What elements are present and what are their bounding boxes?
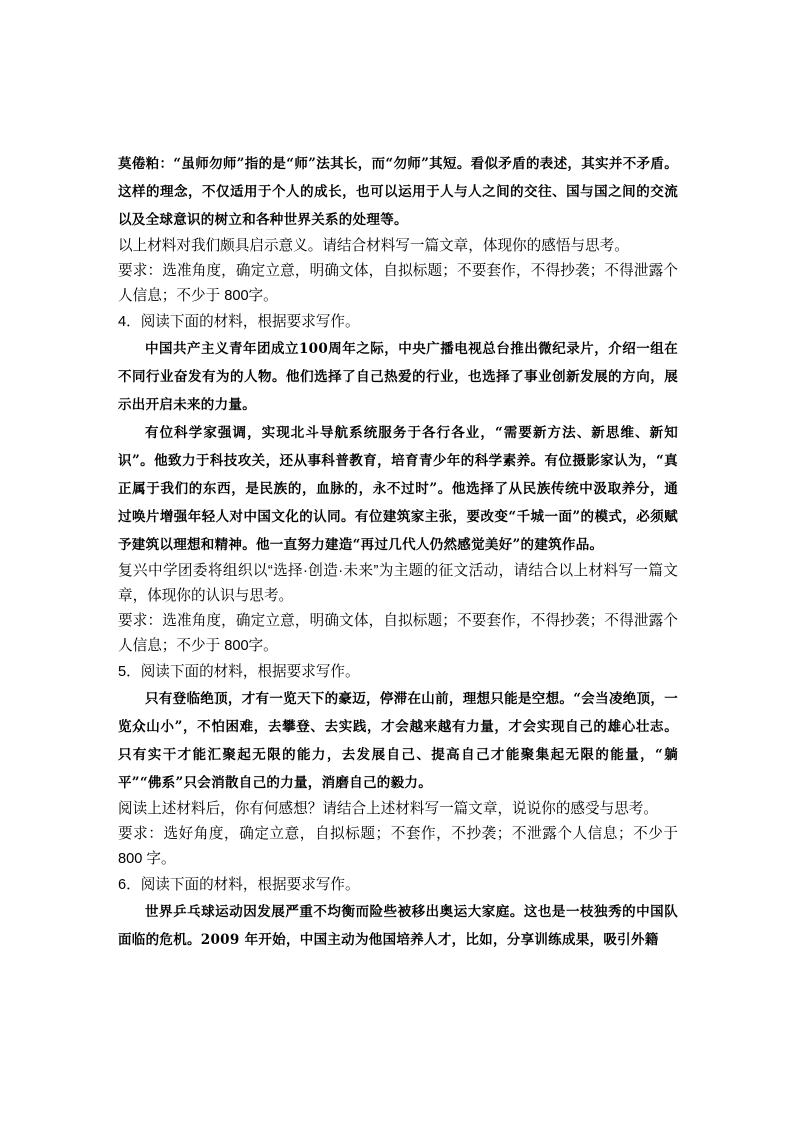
- question-5-title: 5．阅读下面的材料，根据要求写作。: [118, 664, 360, 680]
- question-6-title: 6．阅读下面的材料，根据要求写作。: [118, 877, 360, 893]
- question-4-requirements: 要求：选准角度，确定立意，明确文体，自拟标题；不要套作，不得抄袭；不得泄露个人信息；不少于 800字。: [118, 613, 678, 654]
- writing-prompt-3: 以上材料对我们颇具启示意义。请结合材料写一篇文章，体现你的感悟与思考。: [118, 238, 629, 254]
- question-6-material-1: 世界乒乓球运动因发展严重不均衡而险些被移出奥运大家庭。这也是一枝独秀的中国队面临的危机。2009 年开始，中国主动为他国培养人才，比如，分享训练成果，吸引外籍: [118, 904, 678, 948]
- material-quote-tail: 莫倦粕：“虽师勿师”指的是“师”法其长，而“勿师”其短。看似矛盾的表述，其实并不矛盾。这样的理念，不仅适用于个人的成长，也可以运用于人与人之间的交往、国与国之间的交流以及全球意识的树立和各种世界关系的处理等。: [118, 156, 678, 228]
- question-4-prompt: 复兴中学团委将组织以“选择·创造·未来”为主题的征文活动，请结合以上材料写一篇文章，体现你的认识与思考。: [118, 563, 678, 604]
- document-page: [118, 150, 678, 954]
- question-4-title: 4．阅读下面的材料，根据要求写作。: [118, 314, 360, 330]
- question-5-prompt: 阅读上述材料后，你有何感想？请结合上述材料写一篇文章，说说你的感受与思考。: [118, 801, 658, 817]
- writing-requirements-3: 要求：选准角度，确定立意，明确文体，自拟标题；不要套作，不得抄袭；不得泄露个人信息；不少于 800字。: [118, 263, 678, 304]
- question-5-material-1: 只有登临绝顶，才有一览天下的豪迈，停滞在山前，理想只能是空想。“会当凌绝顶，一览众山小”，不怕困难，去攀登、去实践，才会越来越有力量，才会实现自己的雄心壮志。只有实干才能汇聚起无限的能力，去发展自己、提高自己才能聚集起无限的能量，“躺平”“佛系”只会消散自己的力量，消磨自己的毅力。: [118, 691, 678, 791]
- question-4-material-2: 有位科学家强调，实现北斗导航系统服务于各行各业，“需要新方法、新思维、新知识”。他致力于科技攻关，还从事科普教育，培育青少年的科学素养。有位摄影家认为，“真正属于我们的东西，是民族的，血脉的，永不过时”。他选择了从民族传统中汲取养分，通过唤片增强年轻人对中国文化的认同。有位建筑家主张，要改变“千城一面”的模式，必须赋予建筑以理想和精神。他一直努力建造“再过几代人仍然感觉美好”的建筑作品。: [118, 425, 678, 553]
- question-4-material-1: 中国共产主义青年团成立100周年之际，中央广播电视总台推出微纪录片，介绍一组在不同行业奋发有为的人物。他们选择了自己热爱的行业，也选择了事业创新发展的方向，展示出开启未来的力量。: [118, 341, 678, 413]
- question-5-requirements: 要求：选好角度，确定立意，自拟标题；不套作，不抄袭；不泄露个人信息；不少于 800 字。: [118, 826, 678, 867]
